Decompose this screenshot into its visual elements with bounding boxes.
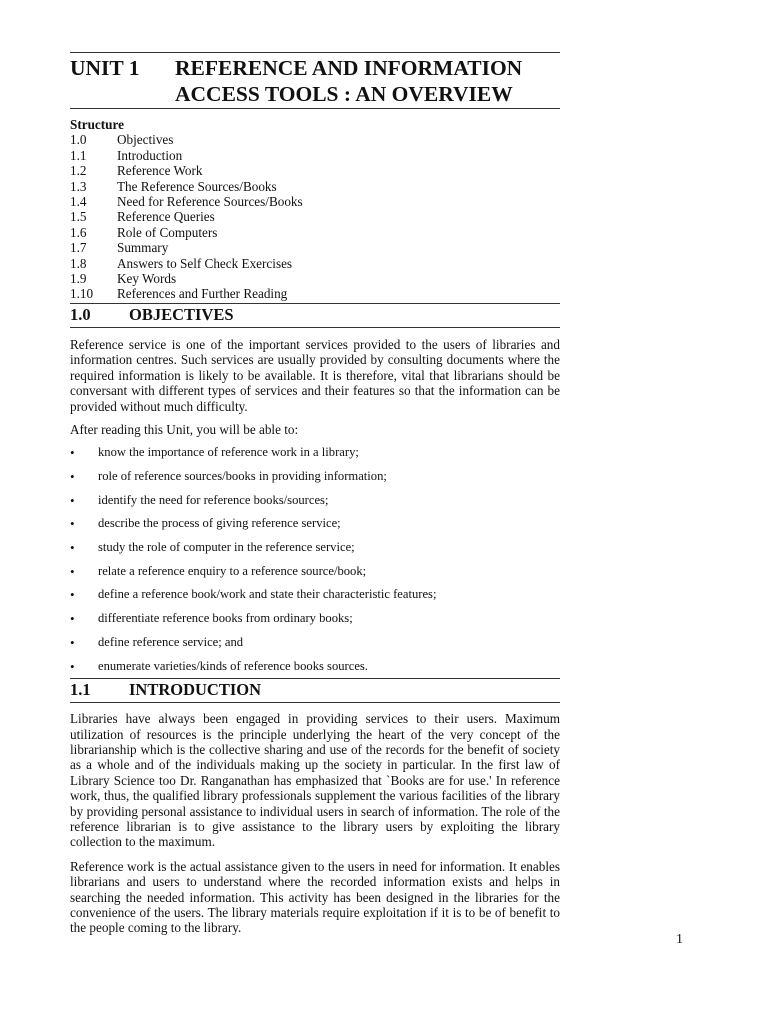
toc-item-label: Summary (117, 240, 169, 256)
bullet-icon: • (70, 611, 75, 627)
introduction-number: 1.1 (70, 680, 91, 700)
introduction-heading (70, 679, 560, 702)
list-item (70, 516, 560, 540)
objectives-bullet-list (70, 445, 560, 682)
bullet-icon: • (70, 492, 75, 508)
list-item (70, 540, 560, 564)
list-item (70, 611, 560, 635)
toc-item-number: 1.6 (70, 224, 87, 240)
objectives-paragraph: Reference service is one of the important services provided to the users of libraries and information centres. Such services are usually provided by consulting documents where the required information is likely to be available. It is therefore, vital that librarians should be conversant with different types of services and their features so that the information can be provided without much difficulty. (70, 336, 560, 414)
bullet-icon: • (70, 469, 75, 484)
toc-item (70, 148, 560, 163)
bullet-icon: • (70, 516, 75, 532)
list-item-text: differentiate reference books from ordinary books; (98, 611, 353, 626)
list-item-text: relate a reference enquiry to a reference source/book; (98, 563, 367, 578)
objectives-title: OBJECTIVES (129, 304, 234, 324)
toc-item (70, 179, 560, 194)
toc-item-label: Reference Work (117, 163, 203, 179)
list-item-text: identify the need for reference books/sources; (98, 492, 329, 507)
toc-item-number: 1.3 (70, 178, 87, 194)
bullet-icon: • (70, 634, 75, 650)
toc-item (70, 132, 560, 147)
list-item-text: study the role of computer in the reference service; (98, 540, 355, 555)
toc-item-label: Introduction (117, 147, 183, 163)
toc-item-label: Answers to Self Check Exercises (117, 255, 293, 271)
structure-toc (70, 117, 560, 302)
bullet-icon: • (70, 587, 75, 603)
bullet-icon: • (70, 540, 75, 556)
list-item (70, 469, 560, 493)
list-item-text: role of reference sources/books in providing information; (98, 469, 387, 483)
list-item-text: describe the process of giving reference service; (98, 516, 341, 531)
toc-item-label: Key Words (117, 271, 177, 287)
list-item (70, 587, 560, 611)
toc-item (70, 163, 560, 178)
toc-item-number: 1.7 (70, 240, 87, 256)
toc-item (70, 194, 560, 209)
toc-item-label: References and Further Reading (117, 286, 288, 302)
list-item-text: know the importance of reference work in a library; (98, 445, 359, 460)
unit-number: UNIT 1 (70, 56, 140, 80)
toc-item (70, 256, 560, 271)
introduction-paragraph-2: Reference work is the actual assistance given to the users in need for information. It enables librarians and users to understand where the recorded information exists and helps in searching the needed information. This activity has been designed in the libraries for the convenience of the users. The library materials require exploitation if it is to be of benefit to the people coming to the library. (70, 858, 560, 936)
structure-heading: Structure (70, 117, 124, 132)
introduction-bottom-rule (70, 702, 560, 703)
toc-item-number: 1.5 (70, 209, 87, 225)
toc-item-label: The Reference Sources/Books (117, 178, 277, 194)
toc-item-number: 1.8 (70, 255, 87, 271)
toc-item-number: 1.1 (70, 147, 87, 163)
toc-item-number: 1.0 (70, 132, 87, 148)
introduction-title: INTRODUCTION (129, 680, 262, 700)
toc-item (70, 271, 560, 286)
list-item-text: enumerate varieties/kinds of reference books sources. (98, 658, 368, 673)
list-item-text: define a reference book/work and state their characteristic features; (98, 587, 437, 602)
toc-item-number: 1.10 (70, 286, 94, 302)
toc-item (70, 209, 560, 224)
introduction-paragraph-1: Libraries have always been engaged in providing services to their users. Maximum utilization of resources is the principle underlying the heart of the very concept of the librarianship which is the collective sharing and use of the records for the benefit of society as a whole and of the individuals making up the society in particular. In the first law of Library Science too Dr. Ranganathan has emphasized that `Books are for use.' In reference work, thus, the qualified library professionals supplement the various facilities of the library by providing personal assistance to individual users in search of information. The role of the reference librarian is to give assistance to the library users by exploiting the library collection to the maximum. (70, 711, 560, 850)
toc-item-number: 1.4 (70, 194, 87, 210)
toc-item-label: Need for Reference Sources/Books (117, 194, 303, 210)
list-item-text: define reference service; and (98, 634, 244, 649)
page-number: 1 (676, 932, 683, 947)
list-item (70, 635, 560, 659)
unit-title-line2: ACCESS TOOLS : AN OVERVIEW (175, 82, 513, 106)
toc-item (70, 286, 560, 301)
toc-item (70, 240, 560, 255)
unit-title (175, 55, 522, 107)
bullet-icon: • (70, 445, 75, 461)
bullet-icon: • (70, 563, 75, 579)
toc-item-number: 1.2 (70, 163, 87, 179)
bullet-icon: • (70, 658, 75, 674)
list-item (70, 564, 560, 588)
list-item (70, 493, 560, 517)
toc-item-label: Reference Queries (117, 209, 215, 225)
toc-list (70, 132, 560, 301)
document-page (70, 52, 560, 936)
toc-item (70, 225, 560, 240)
unit-heading (70, 53, 560, 108)
objectives-bottom-rule (70, 327, 560, 328)
toc-item-label: Objectives (117, 132, 174, 148)
objectives-number: 1.0 (70, 304, 91, 324)
objectives-heading (70, 304, 560, 327)
title-bottom-rule (70, 108, 560, 109)
toc-item-label: Role of Computers (117, 224, 218, 240)
toc-item-number: 1.9 (70, 271, 87, 287)
unit-title-line1: REFERENCE AND INFORMATION (175, 56, 523, 80)
objectives-intro: After reading this Unit, you will be able to: (70, 421, 299, 437)
list-item (70, 445, 560, 469)
